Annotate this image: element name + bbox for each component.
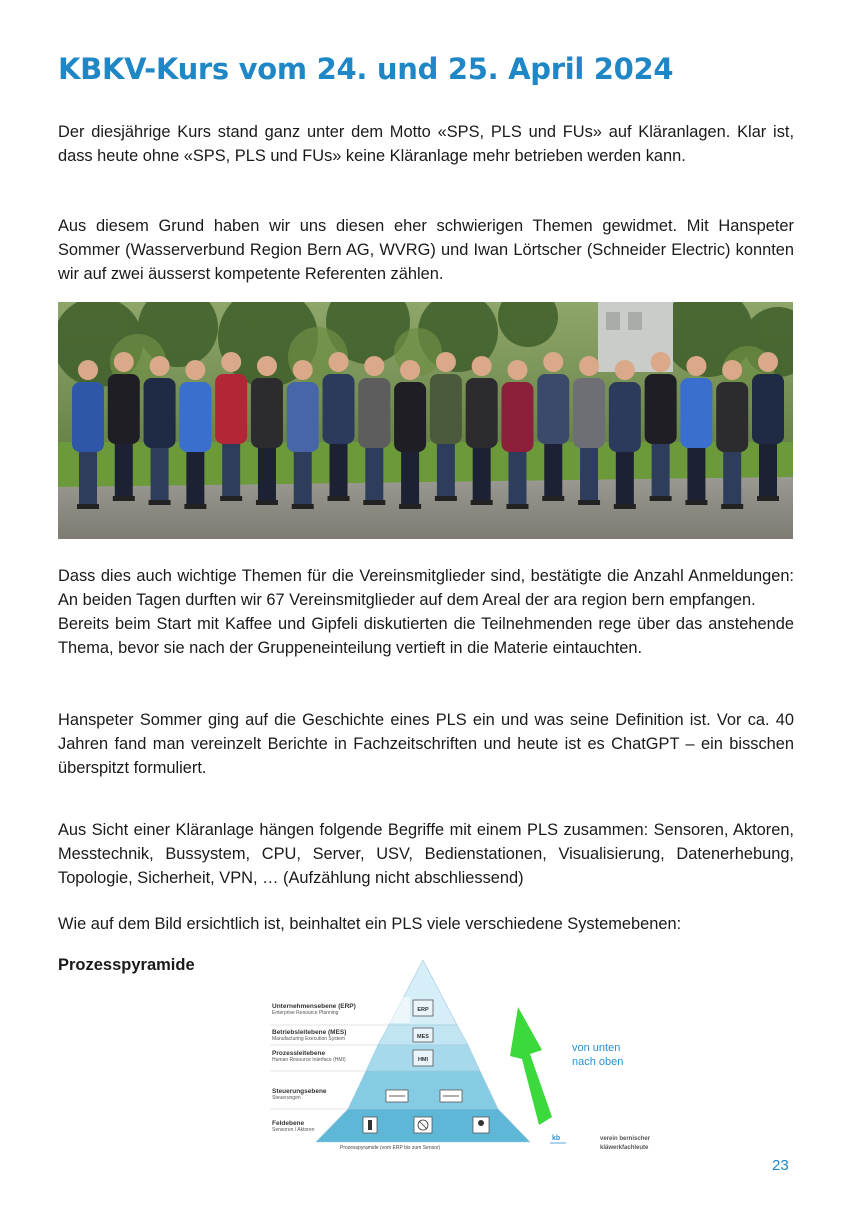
page-number: 23 bbox=[772, 1157, 789, 1174]
direction-label-2: nach oben bbox=[572, 1056, 624, 1068]
group-photo-illustration bbox=[58, 302, 793, 539]
level-mes-sub: Manufacturing Execution System bbox=[272, 1036, 346, 1042]
level-hmi-sub: Human Resource Interface (HMI) bbox=[272, 1057, 346, 1063]
level-erp-sub: Enterprise Resource Planning bbox=[272, 1010, 339, 1016]
level-control-name: Steuerungsebene bbox=[272, 1088, 327, 1095]
registrations-text: Dass dies auch wichtige Themen für die Vereinsmitglieder sind, bestätigte die Anzahl Anmeldungen: An beiden Tagen durften wir 67 Vereinsmitglieder auf dem Areal der ara region bern empfangen. bbox=[58, 567, 794, 609]
pyramid-caption: Prozesspyramide (vom ERP bis zum Sensor) bbox=[340, 1145, 441, 1151]
hmi-box-label: HMI bbox=[417, 1057, 429, 1063]
logo-line-1: verein bernischer bbox=[600, 1136, 651, 1142]
level-erp-name: Unternehmensebene (ERP) bbox=[272, 1003, 356, 1010]
direction-label-1: von unten bbox=[572, 1042, 621, 1054]
process-pyramid-diagram bbox=[268, 955, 664, 1153]
level-hmi-name: Prozessleitebene bbox=[272, 1050, 326, 1057]
logo-line-2: kläwerkfachleute bbox=[600, 1145, 649, 1151]
level-mes-name: Betriebsleitebene (MES) bbox=[272, 1029, 347, 1036]
group-photo bbox=[58, 302, 793, 539]
intro-paragraph: Der diesjährige Kurs stand ganz unter dem Motto «SPS, PLS und FUs» auf Kläranlagen. Klar ist, dass heute ohne «SPS, PLS und FUs» keine Kläranlage mehr betrieben werden kann. bbox=[58, 123, 794, 165]
pyramid-heading: Prozesspyramide bbox=[58, 956, 195, 974]
coffee-text: Bereits beim Start mit Kaffee und Gipfeli diskutierten die Teilnehmenden rege über das anstehende Thema, bevor sie nach der Gruppeneinteilung vertieft in die Materie eintauchten. bbox=[58, 615, 794, 657]
level-field-name: Feldebene bbox=[272, 1120, 305, 1127]
registrations-paragraph bbox=[58, 564, 794, 660]
terms-paragraph: Aus Sicht einer Kläranlage hängen folgende Begriffe mit einem PLS zusammen: Sensoren, Aktoren, Messtechnik, Bussystem, CPU, Server, USV, Bedienstationen, Visualisierung, Datenerhebung, Topologie, Sicherheit, VPN, … (Aufzählung nicht abschliessend) bbox=[58, 821, 794, 887]
erp-box-label: ERP bbox=[417, 1007, 429, 1013]
level-control-sub: Steuerungen bbox=[272, 1095, 301, 1101]
level-field-sub: Sensoren / Aktoren bbox=[272, 1127, 315, 1133]
tier-control bbox=[348, 1071, 498, 1109]
page-title: KBKV-Kurs vom 24. und 25. April 2024 bbox=[58, 52, 674, 86]
levels-paragraph: Wie auf dem Bild ersichtlich ist, beinhaltet ein PLS viele verschiedene Systemebenen: bbox=[58, 915, 682, 933]
history-paragraph: Hanspeter Sommer ging auf die Geschichte eines PLS ein und was seine Definition ist. Vor ca. 40 Jahren fand man vereinzelt Berichte in Fachzeitschriften und heute ist es ChatGPT – ein bisschen überspitzt formuliert. bbox=[58, 711, 794, 777]
logo-mark: kb bbox=[552, 1135, 561, 1142]
process-pyramid-figure bbox=[268, 955, 664, 1153]
mes-box-label: MES bbox=[417, 1034, 429, 1040]
speakers-paragraph: Aus diesem Grund haben wir uns diesen eher schwierigen Themen gewidmet. Mit Hanspeter Sommer (Wasserverbund Region Bern AG, WVRG) und Iwan Lörtscher (Schneider Electric) konnten wir auf zwei äusserst kompetente Referenten zählen. bbox=[58, 217, 794, 283]
